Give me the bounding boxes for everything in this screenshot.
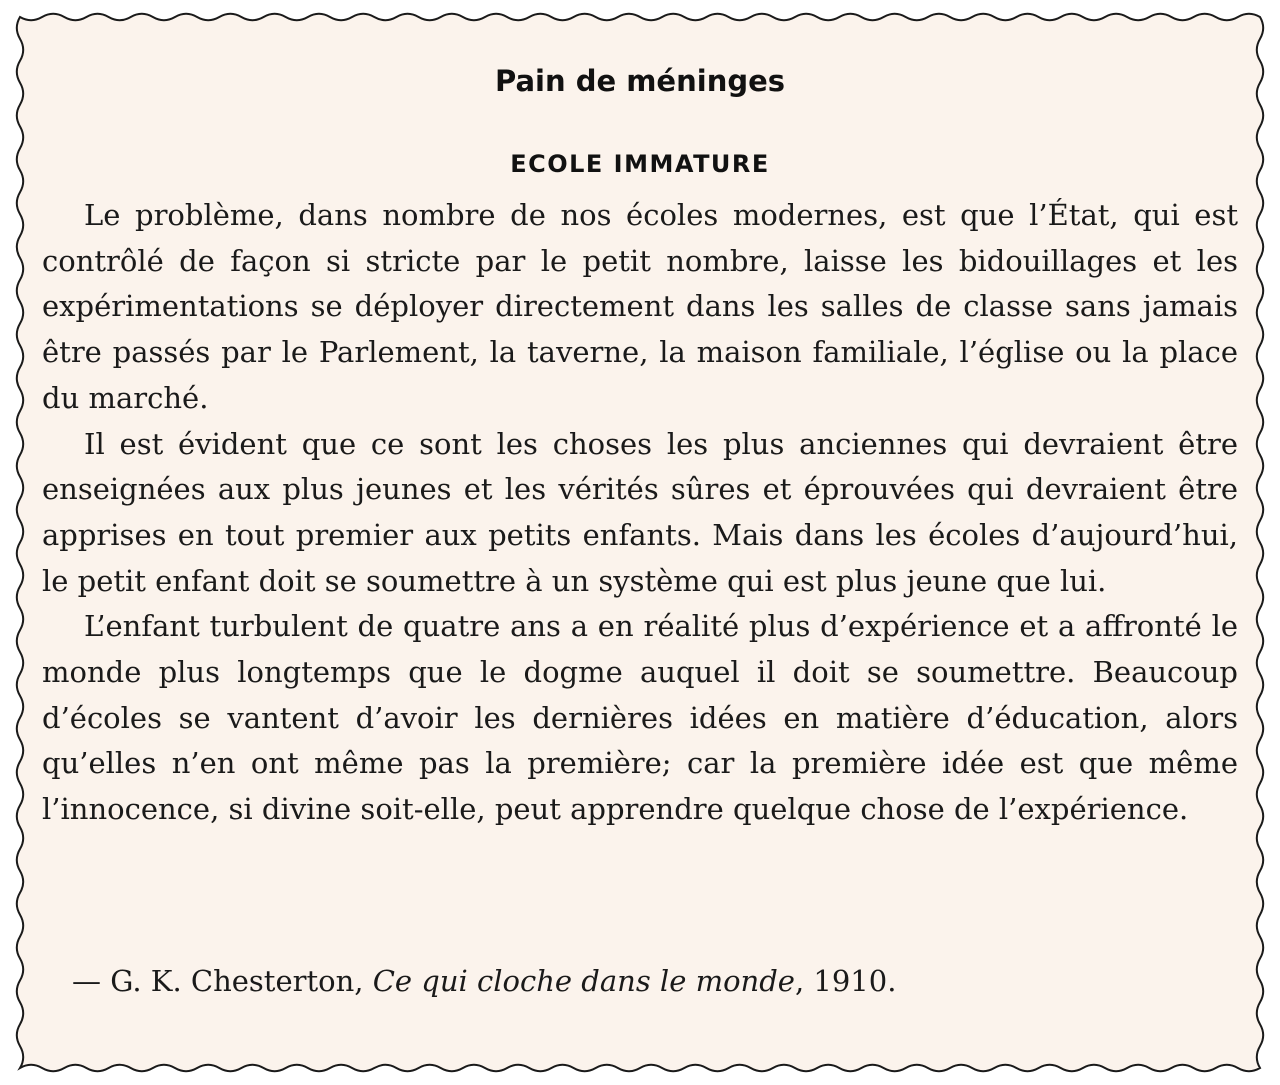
quote-paragraph-3: L’enfant turbulent de quatre ans a en réalité plus d’expérience et a affronté le monde plus longtemps que le dogme auquel il doit se soumettre. Beaucoup d’écoles se vantent d’avoir les dernières idées en matière d’éducation, alors qu’elles n’en ont même pas la première; car la première idée est que même l’innocence, si divine soit-elle, peut apprendre quelque chose de l’expérience. (42, 609, 1238, 827)
page-title: Pain de méninges (494, 64, 786, 98)
attribution-author: — G. K. Chesterton, (72, 964, 373, 998)
quote-paragraph-1: Le problème, dans nombre de nos écoles modernes, est que l’État, qui est contrôlé de façon si stricte par le petit nombre, laisse les bidouillages et les expérimentations se déployer directement dans les salles de classe sans jamais être passés par le Parlement, la taverne, la maison familiale, l’église ou la place du marché. (42, 198, 1238, 415)
quote-body (42, 193, 1238, 833)
attribution (72, 964, 896, 998)
attribution-year: , 1910. (794, 964, 897, 998)
section-subtitle: ECOLE IMMATURE (510, 150, 770, 178)
quote-card (20, 16, 1260, 1068)
attribution-work-title: Ce qui cloche dans le monde (372, 964, 795, 998)
quote-paragraph-2: Il est évident que ce sont les choses les plus anciennes qui devraient être enseignées aux plus jeunes et les vérités sûres et éprouvées qui devraient être apprises en tout premier aux petits enfants. Mais dans les écoles d’aujourd’hui, le petit enfant doit se soumettre à un système qui est plus jeune que lui. (42, 426, 1238, 598)
